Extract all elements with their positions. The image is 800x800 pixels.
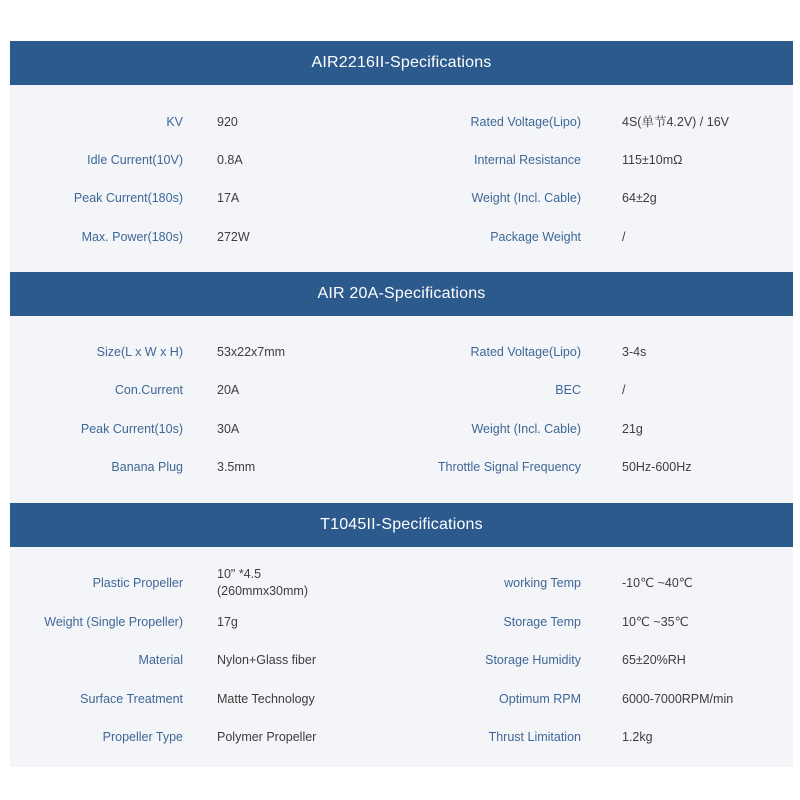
section-esc-specs [10, 272, 793, 503]
spec-label: Weight (Incl. Cable) [471, 191, 581, 205]
spec-value: 1.2kg [622, 730, 653, 744]
spec-row [10, 682, 793, 716]
spec-sheet [10, 41, 793, 767]
section-propeller-specs [10, 503, 793, 767]
spec-label: Package Weight [490, 230, 581, 244]
spec-value: 30A [217, 422, 240, 436]
spec-row [10, 373, 793, 407]
spec-label: Peak Current(180s) [73, 191, 183, 205]
spec-row [10, 605, 793, 639]
spec-value: 115±10mΩ [622, 153, 683, 167]
spec-label: Surface Treatment [80, 692, 183, 706]
spec-label: Material [138, 653, 183, 667]
spec-value: 4S(单节4.2V) / 16V [622, 115, 729, 129]
spec-value: 65±20%RH [622, 653, 686, 667]
spec-value: 272W [217, 230, 250, 244]
spec-value: 6000-7000RPM/min [622, 692, 734, 706]
spec-value: 53x22x7mm [217, 345, 286, 359]
spec-label: Banana Plug [111, 460, 183, 474]
spec-label: Size(L x W x H) [96, 345, 183, 359]
spec-value: 3.5mm [217, 460, 256, 474]
spec-label: Idle Current(10V) [87, 153, 183, 167]
spec-row [10, 643, 793, 677]
spec-label: Rated Voltage(Lipo) [470, 115, 581, 129]
spec-label: Throttle Signal Frequency [437, 460, 581, 474]
spec-label: Thrust Limitation [488, 730, 581, 744]
section-motor-specs [10, 41, 793, 272]
spec-row [10, 220, 793, 254]
spec-row [10, 720, 793, 754]
section-title: AIR2216II-Specifications [10, 41, 793, 85]
spec-value: 50Hz-600Hz [622, 460, 692, 474]
spec-value: 17g [217, 615, 238, 629]
spec-row [10, 181, 793, 215]
spec-label: Peak Current(10s) [80, 422, 183, 436]
spec-row [10, 450, 793, 484]
spec-label: KV [166, 115, 183, 129]
spec-value: 920 [217, 115, 238, 129]
spec-value: 17A [217, 191, 240, 205]
spec-label: Weight (Incl. Cable) [471, 422, 581, 436]
spec-value: 20A [217, 383, 240, 397]
spec-label: Storage Temp [503, 615, 581, 629]
spec-row [10, 105, 793, 139]
spec-label: Weight (Single Propeller) [44, 615, 183, 629]
spec-value: 3-4s [622, 345, 647, 359]
section-title: T1045II-Specifications [10, 503, 793, 547]
spec-label: Internal Resistance [473, 153, 581, 167]
spec-label: Optimum RPM [499, 692, 581, 706]
spec-label: Con.Current [114, 383, 183, 397]
spec-value-line: 10" *4.5 [217, 567, 262, 581]
spec-row [10, 566, 793, 600]
spec-label: BEC [555, 383, 581, 397]
spec-label: working Temp [504, 576, 581, 590]
spec-value: / [622, 230, 626, 244]
spec-value-line: (260mmx30mm) [217, 584, 308, 598]
spec-label: Propeller Type [102, 730, 183, 744]
spec-label: Storage Humidity [485, 653, 581, 667]
section-title: AIR 20A-Specifications [10, 272, 793, 316]
spec-value: -10℃ ~40℃ [622, 576, 693, 590]
spec-value: Matte Technology [217, 692, 315, 706]
spec-value: Polymer Propeller [217, 730, 317, 744]
spec-label: Rated Voltage(Lipo) [470, 345, 581, 359]
spec-value: / [622, 383, 626, 397]
spec-row [10, 335, 793, 369]
spec-row [10, 412, 793, 446]
spec-value: Nylon+Glass fiber [217, 653, 316, 667]
spec-value: 64±2g [622, 191, 657, 205]
spec-value: 10℃ ~35℃ [622, 615, 689, 629]
spec-label: Plastic Propeller [92, 576, 183, 590]
spec-value [217, 566, 308, 600]
spec-row [10, 143, 793, 177]
spec-value: 0.8A [217, 153, 243, 167]
spec-value: 21g [622, 422, 643, 436]
spec-label: Max. Power(180s) [81, 230, 183, 244]
